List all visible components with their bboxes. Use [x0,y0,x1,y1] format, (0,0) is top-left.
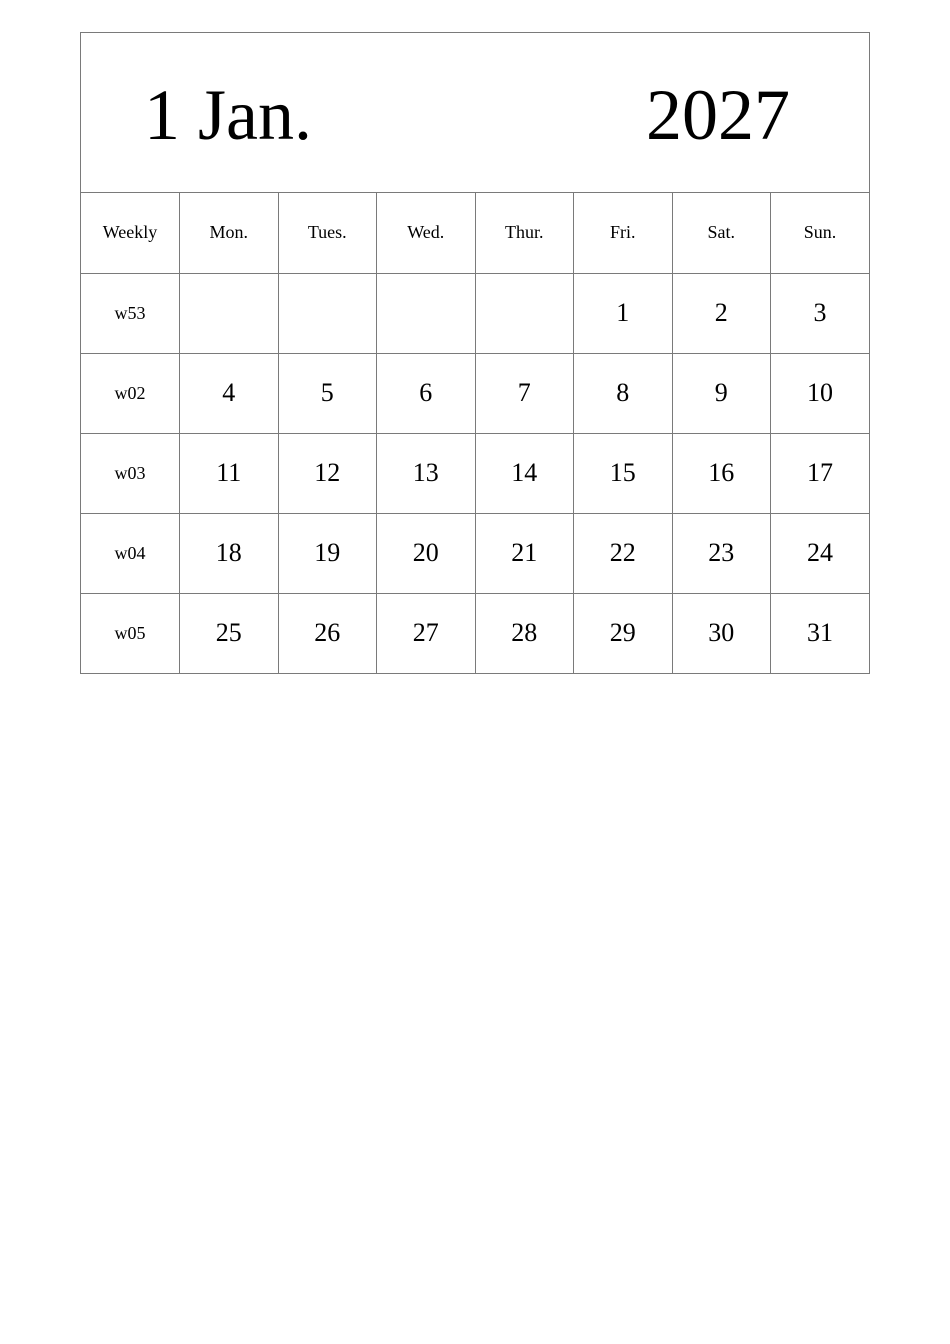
day-cell: 30 [672,593,771,673]
day-cell: 25 [180,593,279,673]
day-cell: 31 [807,618,833,648]
column-header-tue: Tues. [278,193,377,273]
day-cell: 27 [377,593,476,673]
day-cell: 28 [475,593,574,673]
day-cell: 17 [771,433,870,513]
day-cell: 21 [475,513,574,593]
week-number: w03 [81,433,180,513]
week-row [81,433,869,513]
day-cell: 9 [672,353,771,433]
day-cell: 11 [180,433,279,513]
day-cell: 5 [278,353,377,433]
day-cell: 22 [574,513,673,593]
week-number: w53 [81,273,180,353]
day-cell: 19 [278,513,377,593]
day-cell: 1 [574,273,673,353]
weekday-header-row [81,193,869,273]
week-row [81,593,869,673]
week-number: w04 [81,513,180,593]
day-cell: 10 [771,353,870,433]
day-cell: 24 [771,513,870,593]
day-cell: 6 [377,353,476,433]
column-header-sun: Sun. [771,193,870,273]
week-row [81,353,869,433]
week-number: w02 [81,353,180,433]
day-cell: 16 [672,433,771,513]
day-cell: 23 [672,513,771,593]
day-cell: 4 [180,353,279,433]
week-row [81,513,869,593]
day-cell: 8 [574,353,673,433]
column-header-weekly: Weekly [81,193,180,273]
day-cell [278,273,377,353]
day-cell [475,273,574,353]
day-cell: 14 [475,433,574,513]
column-header-thu: Thur. [475,193,574,273]
day-cell [377,273,476,353]
day-cell: 3 [771,273,870,353]
column-header-mon: Mon. [180,193,279,273]
year-title: 2027 [646,75,790,155]
week-row [81,273,869,353]
day-cell: 29 [574,593,673,673]
day-cell: 15 [574,433,673,513]
calendar-grid [81,193,869,673]
week-number: w05 [81,593,180,673]
month-title: 1 Jan. [144,75,312,155]
day-cell: 18 [180,513,279,593]
column-header-wed: Wed. [377,193,476,273]
calendar-header [81,33,869,193]
column-header-sat: Sat. [672,193,771,273]
day-cell: 26 [278,593,377,673]
day-cell: 13 [377,433,476,513]
day-cell: 2 [672,273,771,353]
day-cell: 12 [278,433,377,513]
day-cell: 7 [475,353,574,433]
column-header-fri: Fri. [574,193,673,273]
day-cell [180,273,279,353]
day-cell: 20 [377,513,476,593]
calendar [80,32,870,674]
